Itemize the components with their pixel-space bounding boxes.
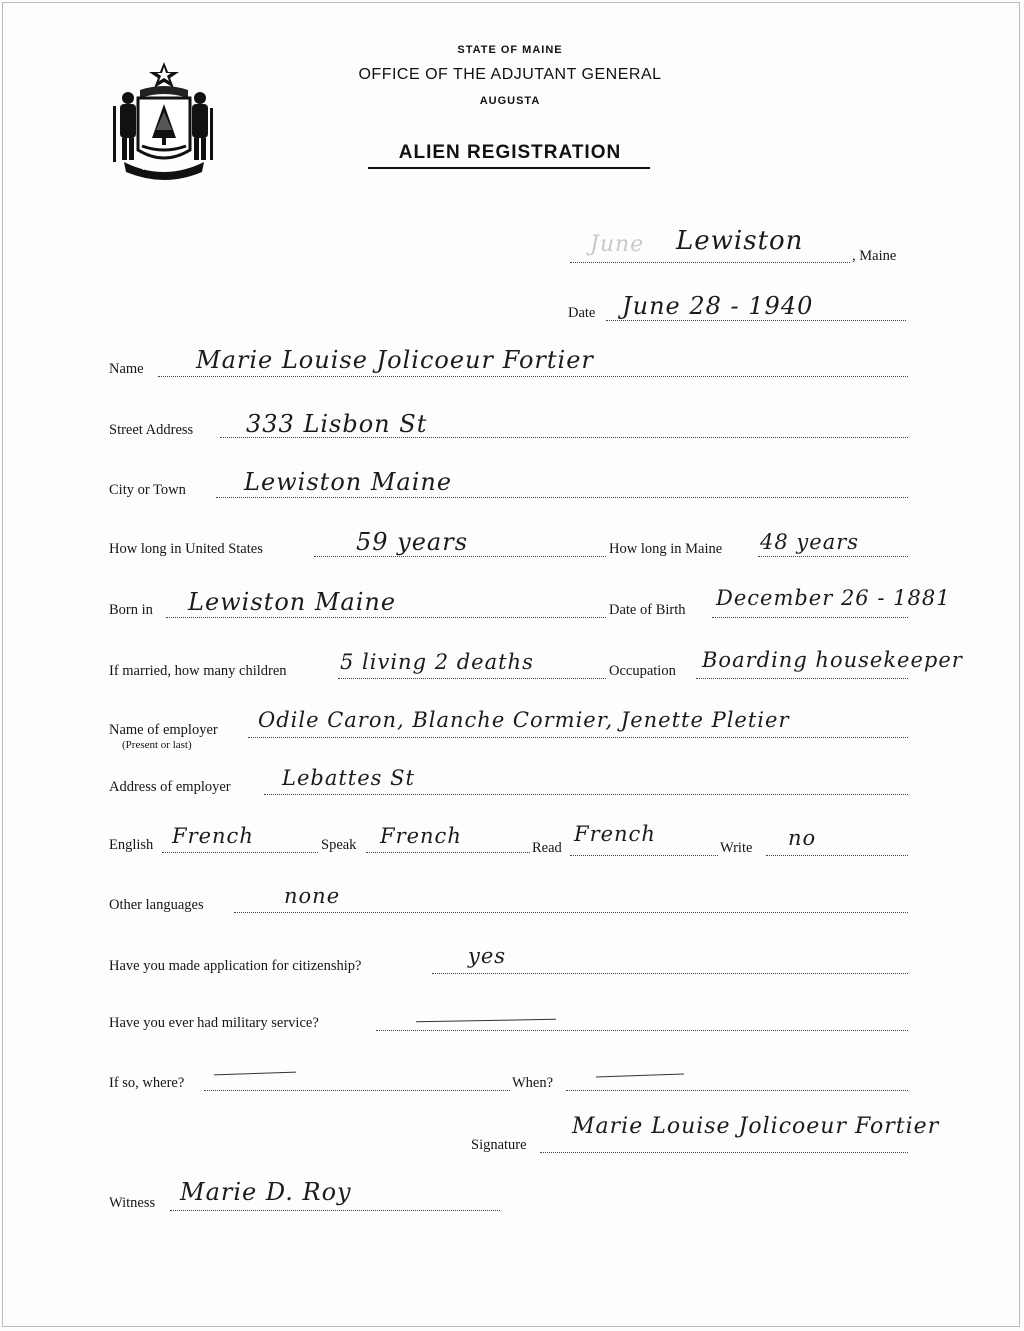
city-line (216, 497, 908, 498)
english-label: English (109, 837, 154, 853)
read-line (570, 855, 718, 856)
how-long-maine-value: 48 years (760, 530, 860, 554)
born-in-line (166, 617, 606, 618)
signature-label: Signature (471, 1137, 527, 1153)
seal-lettering: MAINE (142, 162, 176, 172)
date-label: Date (568, 305, 596, 321)
read-value: French (574, 822, 656, 846)
english-line (162, 852, 318, 853)
name-value: Marie Louise Jolicoeur Fortier (196, 346, 594, 374)
witness-value: Marie D. Roy (180, 1178, 352, 1206)
date-line (606, 320, 906, 321)
write-line (766, 855, 908, 856)
how-long-maine-line (758, 556, 908, 557)
employer-address-line (264, 794, 908, 795)
how-long-maine-label: How long in Maine (609, 541, 723, 557)
header-state: STATE OF MAINE (457, 44, 563, 56)
employer-address-label: Address of employer (109, 779, 231, 795)
write-value: no (788, 826, 817, 850)
how-long-us-value: 59 years (356, 528, 469, 556)
other-languages-value: none (284, 884, 341, 908)
name-label: Name (109, 361, 144, 377)
how-long-us-line (314, 556, 606, 557)
employer-label: Name of employer (109, 722, 218, 738)
when-line (566, 1090, 908, 1091)
employer-address-value: Lebattes St (282, 766, 415, 790)
citizenship-value: yes (468, 944, 507, 968)
city-label: City or Town (109, 482, 186, 498)
occupation-line (696, 678, 908, 679)
speak-value: French (380, 824, 462, 848)
place-line (570, 262, 850, 263)
place-value: Lewiston (676, 226, 804, 256)
date-value: June 28 - 1940 (622, 292, 814, 320)
witness-label: Witness (109, 1195, 156, 1211)
read-label: Read (532, 840, 562, 856)
date-of-birth-label: Date of Birth (609, 602, 686, 618)
place-suffix: , Maine (852, 248, 897, 264)
place-crossed-out: June (590, 232, 645, 257)
name-line (158, 376, 908, 377)
speak-label: Speak (321, 837, 357, 853)
street-address-label: Street Address (109, 422, 194, 438)
when-label: When? (512, 1075, 554, 1091)
employer-sublabel: (Present or last) (122, 739, 192, 751)
city-value: Lewiston Maine (244, 468, 453, 496)
children-label: If married, how many children (109, 663, 287, 679)
how-long-us-label: How long in United States (109, 541, 263, 557)
street-address-value: 333 Lisbon St (246, 410, 428, 438)
where-line (204, 1090, 510, 1091)
signature-value: Marie Louise Jolicoeur Fortier (572, 1114, 940, 1139)
form-title: ALIEN REGISTRATION (398, 142, 622, 163)
english-value: French (172, 824, 254, 848)
header-office: OFFICE OF THE ADJUTANT GENERAL (358, 66, 662, 83)
date-of-birth-value: December 26 - 1881 (716, 586, 951, 610)
witness-line (170, 1210, 500, 1211)
citizenship-line (432, 973, 908, 974)
other-languages-label: Other languages (109, 897, 204, 913)
where-label: If so, where? (109, 1075, 185, 1091)
header-city: AUGUSTA (479, 95, 541, 107)
employer-value: Odile Caron, Blanche Cormier, Jenette Pletier (258, 708, 790, 732)
born-in-value: Lewiston Maine (188, 588, 397, 616)
citizenship-label: Have you made application for citizenship? (109, 958, 362, 974)
military-label: Have you ever had military service? (109, 1015, 319, 1031)
military-line (376, 1030, 908, 1031)
born-in-label: Born in (109, 602, 153, 618)
write-label: Write (720, 840, 753, 856)
occupation-label: Occupation (609, 663, 676, 679)
other-languages-line (234, 912, 908, 913)
date-of-birth-line (712, 617, 908, 618)
employer-line (248, 737, 908, 738)
children-value: 5 living 2 deaths (340, 650, 534, 674)
speak-line (366, 852, 530, 853)
title-underline (368, 167, 650, 169)
signature-line (540, 1152, 908, 1153)
occupation-value: Boarding housekeeper (702, 648, 963, 672)
children-line (338, 678, 606, 679)
